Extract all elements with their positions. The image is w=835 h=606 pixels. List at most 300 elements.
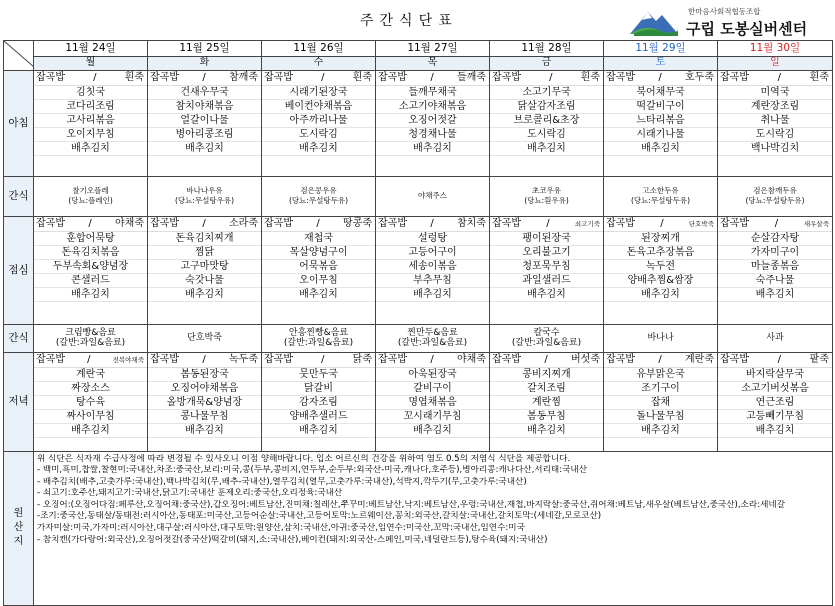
porridge-name: 계란죽	[685, 354, 714, 365]
meal-label-snack2: 간식	[4, 324, 34, 352]
dish-item: 도시락김	[262, 128, 375, 142]
dish-item: 봄동무침	[490, 410, 603, 424]
rice-name: 잡곡밥	[492, 72, 521, 83]
snack-item: 크림빵&음료	[65, 328, 116, 338]
rice-name: 잡곡밥	[378, 72, 407, 83]
dish-item: 돌나물무침	[604, 410, 717, 424]
dinner-rice-soup	[718, 353, 832, 368]
dish-item	[34, 438, 147, 451]
rice-name: 잡곡밥	[264, 354, 293, 365]
porridge-name: 들깨죽	[457, 72, 486, 83]
rice-name: 잡곡밥	[36, 354, 65, 365]
date-header: 11월 24일	[34, 41, 148, 57]
dish-item: 들깨무채국	[376, 86, 489, 100]
dinner-cell	[718, 352, 833, 451]
slash-separator: /	[430, 354, 434, 365]
lunch-cell	[376, 216, 490, 324]
breakfast-rice-soup	[376, 71, 489, 86]
weekday-header: 화	[148, 56, 262, 70]
dish-item: 배추김치	[490, 288, 603, 302]
rice-name: 잡곡밥	[492, 218, 521, 229]
dish-item: 올방개묵&양념장	[148, 396, 261, 410]
dish-item	[376, 438, 489, 451]
dish-item: 배추김치	[490, 142, 603, 156]
logo	[628, 4, 833, 36]
rice-name: 잡곡밥	[150, 354, 179, 365]
snack-item: 초코우유	[532, 186, 561, 195]
dish-item	[262, 156, 375, 169]
date-header: 11월 25일	[148, 41, 262, 57]
meal-label-breakfast: 아침	[4, 70, 34, 176]
breakfast-cell	[262, 70, 376, 176]
snack-diabetic-note: (갈반:과일&음료)	[397, 338, 468, 348]
snack2-cell	[490, 324, 604, 352]
dish-item: 탕수육	[34, 396, 147, 410]
dinner-rice-soup	[34, 353, 147, 368]
slash-separator: /	[549, 72, 553, 83]
porridge-name: 참깨죽	[229, 72, 258, 83]
slash-separator: /	[544, 354, 548, 365]
dish-item: 돈육김치찌개	[148, 232, 261, 246]
dish-item	[718, 302, 832, 315]
lunch-rice-soup	[604, 217, 717, 232]
rice-name: 잡곡밥	[378, 354, 407, 365]
dish-item: 꼬시래기무침	[376, 410, 489, 424]
porridge-name: 전복야채죽	[112, 355, 144, 364]
dish-item: 어묵볶음	[262, 260, 375, 274]
snack-item: 사과	[766, 333, 784, 343]
dish-item	[262, 302, 375, 315]
dish-item: 배추김치	[148, 142, 261, 156]
rice-name: 잡곡밥	[36, 218, 65, 229]
dish-item: 숙주나물	[718, 274, 832, 288]
lunch-rice-soup	[376, 217, 489, 232]
dish-item: 미역국	[718, 86, 832, 100]
dish-item: 도시락김	[718, 128, 832, 142]
breakfast-rice-soup	[148, 71, 261, 86]
snack-diabetic-note: (당뇨:무설탕우유)	[174, 196, 235, 205]
rice-name: 잡곡밥	[150, 72, 179, 83]
slash-separator: /	[660, 218, 664, 229]
dish-item: 배추김치	[34, 142, 147, 156]
dish-item	[490, 438, 603, 451]
porridge-name: 새우살죽	[803, 219, 829, 228]
weekday-header: 금	[490, 56, 604, 70]
dish-item: 김칫국	[34, 86, 147, 100]
slash-separator: /	[546, 218, 550, 229]
dinner-cell	[604, 352, 718, 451]
dish-item: 도시락김	[490, 128, 603, 142]
slash-separator: /	[321, 72, 325, 83]
rice-name: 잡곡밥	[150, 218, 179, 229]
dish-item: 양배추찜&쌈장	[604, 274, 717, 288]
dish-item: 오리불고기	[490, 246, 603, 260]
slash-separator: /	[316, 218, 320, 229]
origin-note-line: - 참치캔(가다랑어:외국산),오징어젓갈(중국산)떡갈비(돼지,소:국내산),베이컨(돼지:외국산-스페인,미국,네덜란드등),탕수육(돼지:국내산)	[37, 534, 548, 545]
snack-item: 야채주스	[418, 191, 447, 200]
dish-item: 배추김치	[604, 288, 717, 302]
origin-note-line: - 오징어:(오징어다짐:페루산,오징어채:중국산),갑오징어:베트남산,진미채:칠레산,쭈꾸미:베트남산,낙지:베트남산,우렁:국내산,재첩,바지락살:중국산,쥐어채:베트남,새우살(베트남산,중국산),소라:세네갈	[37, 499, 786, 510]
dinner-rice-soup	[376, 353, 489, 368]
slash-separator: /	[774, 218, 779, 229]
snack-item: 고소한두유	[642, 186, 679, 195]
snack2-cell	[148, 324, 262, 352]
dish-item: 재첩국	[262, 232, 375, 246]
snack-item: 검은참깨두유	[753, 186, 797, 195]
dish-item: 소고기버섯볶음	[718, 382, 832, 396]
dish-item: 고사리볶음	[34, 114, 147, 128]
lunch-cell	[490, 216, 604, 324]
snack2-cell	[718, 324, 833, 352]
dish-item: 코다리조림	[34, 100, 147, 114]
dish-item: 배추김치	[34, 288, 147, 302]
slash-separator: /	[88, 218, 92, 229]
origin-note-line: - 백미,흑미,찹쌀,찰현미:국내산,차조:중국산,보리:미국,콩(두부,콩비지,연두부,순두부:외국산-미국,캐나다,호주등),병아리콩:캐나다산,서리태:국내산	[37, 465, 588, 476]
slash-separator: /	[658, 72, 662, 83]
snack-item: 찰기오플레	[72, 186, 109, 195]
dish-item: 배추김치	[718, 288, 832, 302]
dish-item: 배추김치	[376, 424, 489, 438]
dish-item	[148, 438, 261, 451]
breakfast-cell	[490, 70, 604, 176]
snack1-cell	[376, 176, 490, 216]
date-header: 11월 26일	[262, 41, 376, 57]
weekday-header: 월	[34, 56, 148, 70]
dish-item: 배추김치	[376, 142, 489, 156]
porridge-name: 야채죽	[115, 218, 144, 229]
porridge-name: 팥죽	[809, 354, 829, 365]
dish-item: 숙갓나물	[148, 274, 261, 288]
porridge-name: 호두죽	[685, 72, 714, 83]
dish-item: 녹두전	[604, 260, 717, 274]
breakfast-cell	[376, 70, 490, 176]
dish-item: 고등빼기무침	[718, 410, 832, 424]
dish-item: 찜닭	[148, 246, 261, 260]
dish-item: 아주까리나물	[262, 114, 375, 128]
dish-item: 백나박김치	[718, 142, 832, 156]
dish-item: 배추김치	[148, 288, 261, 302]
dish-item: 오이무침	[262, 274, 375, 288]
porridge-name: 닭죽	[352, 354, 372, 365]
dinner-cell	[376, 352, 490, 451]
origin-label	[4, 451, 34, 605]
snack-item: 칼국수	[533, 328, 560, 338]
dish-item	[148, 156, 261, 169]
dish-item: 마늘종볶음	[718, 260, 832, 274]
dinner-cell	[148, 352, 262, 451]
rice-name: 잡곡밥	[720, 354, 749, 365]
date-header: 11월 29일	[604, 41, 718, 57]
dish-item: 가자미구이	[718, 246, 832, 260]
page-title: 주간식단표	[360, 13, 458, 29]
snack2-cell	[604, 324, 718, 352]
dish-item: 갈비구이	[376, 382, 489, 396]
dish-item: 배추김치	[262, 288, 375, 302]
dish-item: 취나물	[718, 114, 832, 128]
weekday-header: 토	[604, 56, 718, 70]
header-corner	[4, 41, 34, 71]
snack-diabetic-note: (당뇨:무설탕두유)	[745, 196, 805, 205]
lunch-cell	[718, 216, 833, 324]
dish-item: 목살양념구이	[262, 246, 375, 260]
porridge-name: 쇠고기죽	[574, 219, 600, 228]
dish-item: 배추김치	[376, 288, 489, 302]
porridge-name: 흰죽	[352, 72, 372, 83]
dish-item	[490, 156, 603, 169]
dish-item: 계란장조림	[718, 100, 832, 114]
dish-item: 오이지무침	[34, 128, 147, 142]
dish-item: 연근조림	[718, 396, 832, 410]
date-header: 11월 28일	[490, 41, 604, 57]
snack1-cell	[490, 176, 604, 216]
dish-item: 닭갈비	[262, 382, 375, 396]
dish-item: 계란국	[34, 368, 147, 382]
porridge-name: 흰죽	[124, 72, 144, 83]
dish-item: 팽이된장국	[490, 232, 603, 246]
dinner-cell	[34, 352, 148, 451]
origin-note-line: - 배추김치(배추,고춧가루:국내산),백나박김치(무,배추-국내산),열무김치(열무,고춧가루:국내산),석박지,깍두기(무,고춧가루:국내산)	[37, 476, 527, 487]
dish-item: 조기구이	[604, 382, 717, 396]
dish-item: 아욱된장국	[376, 368, 489, 382]
dish-item: 잡채	[604, 396, 717, 410]
snack-diabetic-note: (당뇨:흰우유)	[524, 196, 569, 205]
dish-item: 짜사이무침	[34, 410, 147, 424]
slash-separator: /	[93, 72, 97, 83]
dish-item: 브로콜리&초장	[490, 114, 603, 128]
dish-item: 순살감자탕	[718, 232, 832, 246]
dish-item	[262, 438, 375, 451]
dish-item	[604, 302, 717, 315]
dish-item: 느타리볶음	[604, 114, 717, 128]
dish-item: 뭇만두국	[262, 368, 375, 382]
dish-item: 짜장소스	[34, 382, 147, 396]
snack2-cell	[34, 324, 148, 352]
dish-item: 병아리콩조림	[148, 128, 261, 142]
snack-item: 단호박죽	[187, 333, 222, 343]
snack1-cell	[148, 176, 262, 216]
rice-name: 잡곡밥	[264, 72, 293, 83]
dish-item	[148, 302, 261, 315]
lunch-cell	[34, 216, 148, 324]
dish-item: 콩나물무침	[148, 410, 261, 424]
rice-name: 잡곡밥	[36, 72, 65, 83]
dish-item: 바지락살무국	[718, 368, 832, 382]
breakfast-rice-soup	[34, 71, 147, 86]
dish-item: 소고기무국	[490, 86, 603, 100]
origin-label-text: 원산지	[13, 508, 24, 547]
dish-item: 시래기된장국	[262, 86, 375, 100]
dinner-cell	[490, 352, 604, 451]
porridge-name: 녹두죽	[229, 354, 258, 365]
dish-item: 감자조림	[262, 396, 375, 410]
slash-separator: /	[777, 72, 782, 83]
dish-item: 돈육김치볶음	[34, 246, 147, 260]
lunch-cell	[262, 216, 376, 324]
date-header: 11월 27일	[376, 41, 490, 57]
dish-item: 배추김치	[34, 424, 147, 438]
dish-item: 고구마맛탕	[148, 260, 261, 274]
breakfast-cell	[34, 70, 148, 176]
dinner-rice-soup	[490, 353, 603, 368]
porridge-name: 흰죽	[580, 72, 600, 83]
rice-name: 잡곡밥	[492, 354, 521, 365]
snack1-cell	[262, 176, 376, 216]
dish-item: 시래기나물	[604, 128, 717, 142]
rice-name: 잡곡밥	[606, 218, 635, 229]
slash-separator: /	[87, 354, 91, 365]
snack1-cell	[718, 176, 833, 216]
dish-item: 유부맑은국	[604, 368, 717, 382]
snack-diabetic-note: (당뇨:무설탕두유)	[630, 196, 691, 205]
slash-separator: /	[430, 72, 434, 83]
rice-name: 잡곡밥	[606, 354, 635, 365]
dish-item	[34, 302, 147, 315]
dish-item: 베이컨야채볶음	[262, 100, 375, 114]
breakfast-cell	[718, 70, 833, 176]
diagonal-divider	[4, 41, 34, 67]
snack1-cell	[604, 176, 718, 216]
dish-item: 청포묵무침	[490, 260, 603, 274]
dish-item: 북어채무국	[604, 86, 717, 100]
dish-item: 소고기야채볶음	[376, 100, 489, 114]
dish-item: 배추김치	[718, 424, 832, 438]
dinner-cell	[262, 352, 376, 451]
snack2-cell	[376, 324, 490, 352]
dish-item: 배추김치	[604, 424, 717, 438]
breakfast-rice-soup	[262, 71, 375, 86]
breakfast-cell	[148, 70, 262, 176]
dish-item: 배추김치	[262, 424, 375, 438]
dinner-rice-soup	[604, 353, 717, 368]
dish-item: 두부속회&양념장	[34, 260, 147, 274]
dish-item: 봄동된장국	[148, 368, 261, 382]
snack-item: 검은콩우유	[300, 186, 337, 195]
slash-separator: /	[777, 354, 782, 365]
rice-name: 잡곡밥	[720, 218, 749, 229]
dish-item: 훈합어묵탕	[34, 232, 147, 246]
dish-item	[604, 156, 717, 169]
dish-item: 세송이볶음	[376, 260, 489, 274]
slash-separator: /	[202, 218, 206, 229]
slash-separator: /	[321, 354, 325, 365]
weekday-header: 일	[718, 56, 833, 70]
weekly-menu-table	[3, 40, 833, 606]
origin-note-line: 가자미살:미국,가자미:러시아산,대구살:러시아산,대구토막:원양산,삼치:국내산,아귀:중국산,임연수:미국산,꼬막:국내산,임연수:미국	[37, 523, 525, 534]
meal-label-lunch: 점심	[4, 216, 34, 324]
snack-diabetic-note: (당뇨:무설탕두유)	[288, 196, 349, 205]
porridge-name: 버섯죽	[571, 354, 600, 365]
dish-item: 떡갈비구이	[604, 100, 717, 114]
dish-item: 된장찌개	[604, 232, 717, 246]
snack-diabetic-note: (갈반:과일&음료)	[511, 338, 582, 348]
rice-name: 잡곡밥	[606, 72, 635, 83]
origin-note-line: - 쇠고기:호주산,돼지고기:국내산,닭고기:국내산 훈제오리:중국산,오리정육:국내산	[37, 488, 343, 499]
dinner-rice-soup	[148, 353, 261, 368]
org-subtitle: 한마음사회적협동조합	[688, 7, 761, 16]
dish-item: 명엽채볶음	[376, 396, 489, 410]
snack-item: 바나나	[647, 333, 674, 343]
dish-item	[376, 156, 489, 169]
porridge-name: 야채죽	[457, 354, 486, 365]
origin-note-line: 위 식단은 식자재 수급사정에 따라 변경될 수 있사오니 이점 양해바랍니다. 입소 어르신의 건강을 위하여 염도 0.5의 저염식 식단을 제공합니다.	[37, 453, 571, 464]
slash-separator: /	[202, 354, 206, 365]
porridge-name: 소라죽	[229, 218, 258, 229]
dish-item: 설렁탕	[376, 232, 489, 246]
lunch-rice-soup	[718, 217, 832, 232]
snack-item: 찐만두&음료	[407, 328, 458, 338]
dish-item: 고등어구이	[376, 246, 489, 260]
dish-item	[490, 302, 603, 315]
snack-diabetic-note: (갈반:과일&음료)	[283, 338, 354, 348]
rice-name: 잡곡밥	[378, 218, 407, 229]
dish-item: 오징어야채볶음	[148, 382, 261, 396]
porridge-name: 흰죽	[809, 72, 829, 83]
dish-item: 건새우무국	[148, 86, 261, 100]
snack-item: 안흥찐빵&음료	[288, 328, 349, 338]
meal-label-snack1: 간식	[4, 176, 34, 216]
breakfast-cell	[604, 70, 718, 176]
snack1-cell	[34, 176, 148, 216]
snack-diabetic-note: (갈반:과일&음료)	[55, 338, 126, 348]
slash-separator: /	[658, 354, 662, 365]
dish-item: 양배추샐러드	[262, 410, 375, 424]
dish-item: 부추무침	[376, 274, 489, 288]
dish-item	[718, 156, 832, 169]
lunch-rice-soup	[490, 217, 603, 232]
dish-item: 닭살감자조림	[490, 100, 603, 114]
dish-item: 계란찜	[490, 396, 603, 410]
dish-item	[718, 438, 832, 451]
snack-item: 바나나우유	[186, 186, 223, 195]
porridge-name: 땅콩죽	[343, 218, 372, 229]
dish-item: 오징어젓갈	[376, 114, 489, 128]
origin-notes	[34, 451, 833, 605]
dish-item: 과일샐러드	[490, 274, 603, 288]
dish-item	[376, 302, 489, 315]
dish-item: 콘샐러드	[34, 274, 147, 288]
dish-item: 배추김치	[262, 142, 375, 156]
porridge-name: 단호박죽	[688, 219, 714, 228]
weekday-header: 수	[262, 56, 376, 70]
dish-item: 배추김치	[490, 424, 603, 438]
dish-item: 돈육고추장볶음	[604, 246, 717, 260]
dinner-rice-soup	[262, 353, 375, 368]
weekday-header: 목	[376, 56, 490, 70]
dish-item: 얼갈이나물	[148, 114, 261, 128]
lunch-rice-soup	[148, 217, 261, 232]
dish-item	[34, 156, 147, 169]
dish-item: 배추김치	[148, 424, 261, 438]
slash-separator: /	[430, 218, 434, 229]
lunch-rice-soup	[262, 217, 375, 232]
breakfast-rice-soup	[718, 71, 832, 86]
org-name: 구립 도봉실버센터	[686, 20, 808, 38]
mountain-logo-icon	[628, 6, 680, 36]
origin-note-line: -조기:중국산,동태살/동태전:러시아산,동태포:미국산,고등어순살:국내산,고등어토막:노르웨이산,꽁치:외국산,갈치살:국내산,갈치토막:(세네갈,모로코산)	[37, 511, 602, 522]
dish-item	[604, 438, 717, 451]
lunch-cell	[604, 216, 718, 324]
lunch-rice-soup	[34, 217, 147, 232]
dish-item: 배추김치	[604, 142, 717, 156]
dish-item: 청경채나물	[376, 128, 489, 142]
dish-item: 참치야채볶음	[148, 100, 261, 114]
rice-name: 잡곡밥	[264, 218, 293, 229]
meal-label-dinner: 저녁	[4, 352, 34, 451]
dish-item: 콩비지찌개	[490, 368, 603, 382]
lunch-cell	[148, 216, 262, 324]
breakfast-rice-soup	[490, 71, 603, 86]
date-header: 11월 30일	[718, 41, 833, 57]
